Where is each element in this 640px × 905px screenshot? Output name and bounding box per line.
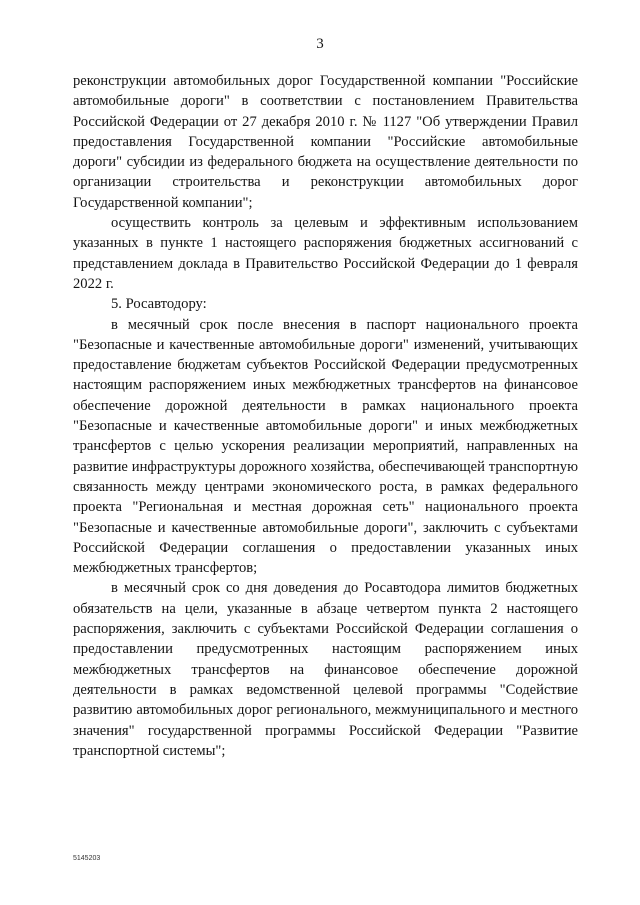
paragraph-control: осуществить контроль за целевым и эффективным использованием указанных в пункте 1 настоящего распоряжения бюджетных ассигнований с представлением доклада в Правительство Российской Федерации до 1 февраля 2022 г. <box>73 215 578 292</box>
paragraph-agreements-national-project: в месячный срок после внесения в паспорт национального проекта "Безопасные и качественные автомобильные дороги" изменений, учитывающих предоставление бюджетам субъектов Российской Федерации предусмотренных настоящим распоряжением иных межбюджетных трансфертов на финансовое обеспечение дорожной деятельности в рамках национального проекта "Безопасные и качественные автомобильные дороги" и иных межбюджетных трансфертов с целью ускорения реализации мероприятий, направленных на развитие инфраструктуры дорожного хозяйства, обеспечивающей транспортную связанность между центрами экономического роста, в рамках федерального проекта "Региональная и местная дорожная сеть" национального проекта "Безопасные и качественные автомобильные дороги", заключить с субъектами Российской Федерации соглашения о предоставлении указанных иных межбюджетных трансфертов; <box>73 316 578 577</box>
paragraph-continuation: реконструкции автомобильных дорог Государственной компании "Российские автомобильные дороги" в соответствии с постановлением Правительства Российской Федерации от 27 декабря 2010 г. № 1127 "Об утверждении Правил предоставления Государственной компании "Российские автомобильные дороги" субсидии из федерального бюджета на осуществление деятельности по организации строительства и реконструкции автомобильных дорог Государственной компании"; <box>73 73 578 211</box>
page-number: 3 <box>316 36 324 52</box>
document-body <box>73 71 578 761</box>
document-code: 5145203 <box>73 855 101 862</box>
paragraph-agreements-state-program: в месячный срок со дня доведения до Росавтодора лимитов бюджетных обязательств на цели, указанные в абзаце четвертом пункта 2 настоящего распоряжения, заключить с субъектами Российской Федерации соглашения о предоставлении предусмотренных настоящим распоряжением иных межбюджетных трансфертов на финансовое обеспечение дорожной деятельности в рамках ведомственной целевой программы "Содействие развитию автомобильных дорог регионального, межмуниципального и местного значения" государственной программы Российской Федерации "Развитие транспортной системы"; <box>73 580 578 759</box>
paragraph-heading-rosavtodor: 5. Росавтодору: <box>111 296 207 313</box>
